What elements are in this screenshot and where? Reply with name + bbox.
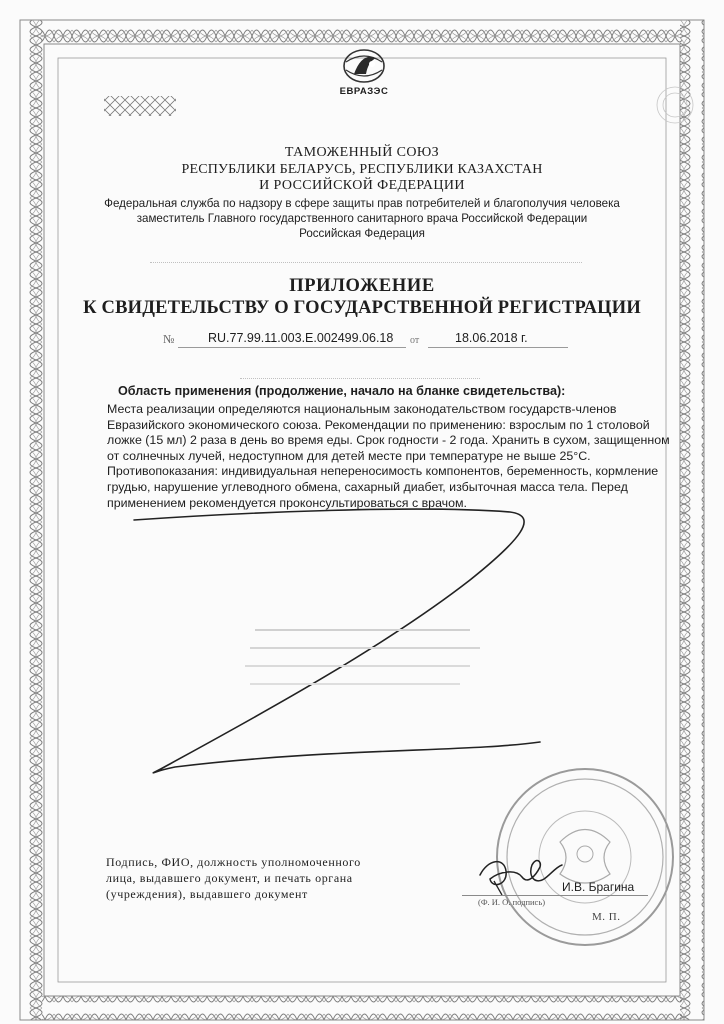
signature-label-line-1: Подпись, ФИО, должность уполномоченного [106, 855, 361, 869]
content-line-3: ложке (15 мл) 2 раза в день во время еды. Срок годности - 2 года. Хранить в сухом, защищенном [107, 433, 670, 448]
content-line-5: Противопоказания: индивидуальная непереносимость компонентов, беременность, кормление [107, 464, 659, 479]
handwritten-signature [470, 845, 570, 900]
registration-date: 18.06.2018 г. [455, 331, 528, 345]
authority-line-3: Российская Федерация [299, 227, 425, 240]
fio-caption: (Ф. И. О. подпись) [478, 897, 546, 907]
content-line-6: грудью, нарушение углеводного обмена, сахарный диабет, избыточная масса тела. Перед [107, 479, 628, 494]
stamp-place-mark: М. П. [592, 911, 621, 923]
content-line-1: Места реализации определяются национальным законодательством государств-членов [107, 402, 617, 416]
authority-line-1: Федеральная служба по надзору в сфере защиты прав потребителей и благополучия человека [104, 197, 620, 210]
content-heading: Область применения (продолжение, начало на бланке свидетельства): [118, 384, 566, 398]
content-line-4: от солнечных лучей, недоступном для детей месте при температуре не выше 25°С. [107, 448, 591, 463]
content-line-2: Евразийского экономического союза. Рекомендации по применению: взрослым по 1 столовой [107, 417, 650, 432]
emblem-caption: ЕВРАЗЭС [339, 86, 389, 97]
date-prefix: от [410, 335, 420, 346]
signature-label-line-2: лица, выдавшего документ, и печать органа [106, 871, 353, 885]
signer-name: И.В. Брагина [562, 880, 635, 894]
number-prefix: № [163, 332, 175, 346]
title-line-1: ПРИЛОЖЕНИЕ [289, 276, 435, 296]
union-line-3: И РОССИЙСКОЙ ФЕДЕРАЦИИ [259, 178, 465, 193]
signature-label-line-3: (учреждения), выдавшего документ [106, 887, 308, 901]
union-line-1: ТАМОЖЕННЫЙ СОЮЗ [284, 145, 440, 160]
title-line-2: К СВИДЕТЕЛЬСТВУ О ГОСУДАРСТВЕННОЙ РЕГИСТРАЦИИ [83, 298, 641, 318]
content-line-7: применением рекомендуется проконсультироваться с врачом. [107, 495, 467, 510]
union-line-2: РЕСПУБЛИКИ БЕЛАРУСЬ, РЕСПУБЛИКИ КАЗАХСТАН [181, 162, 543, 177]
registration-number: RU.77.99.11.003.E.002499.06.18 [208, 331, 394, 345]
signer-underline [462, 895, 648, 896]
authority-line-2: заместитель Главного государственного санитарного врача Российской Федерации [136, 212, 588, 225]
